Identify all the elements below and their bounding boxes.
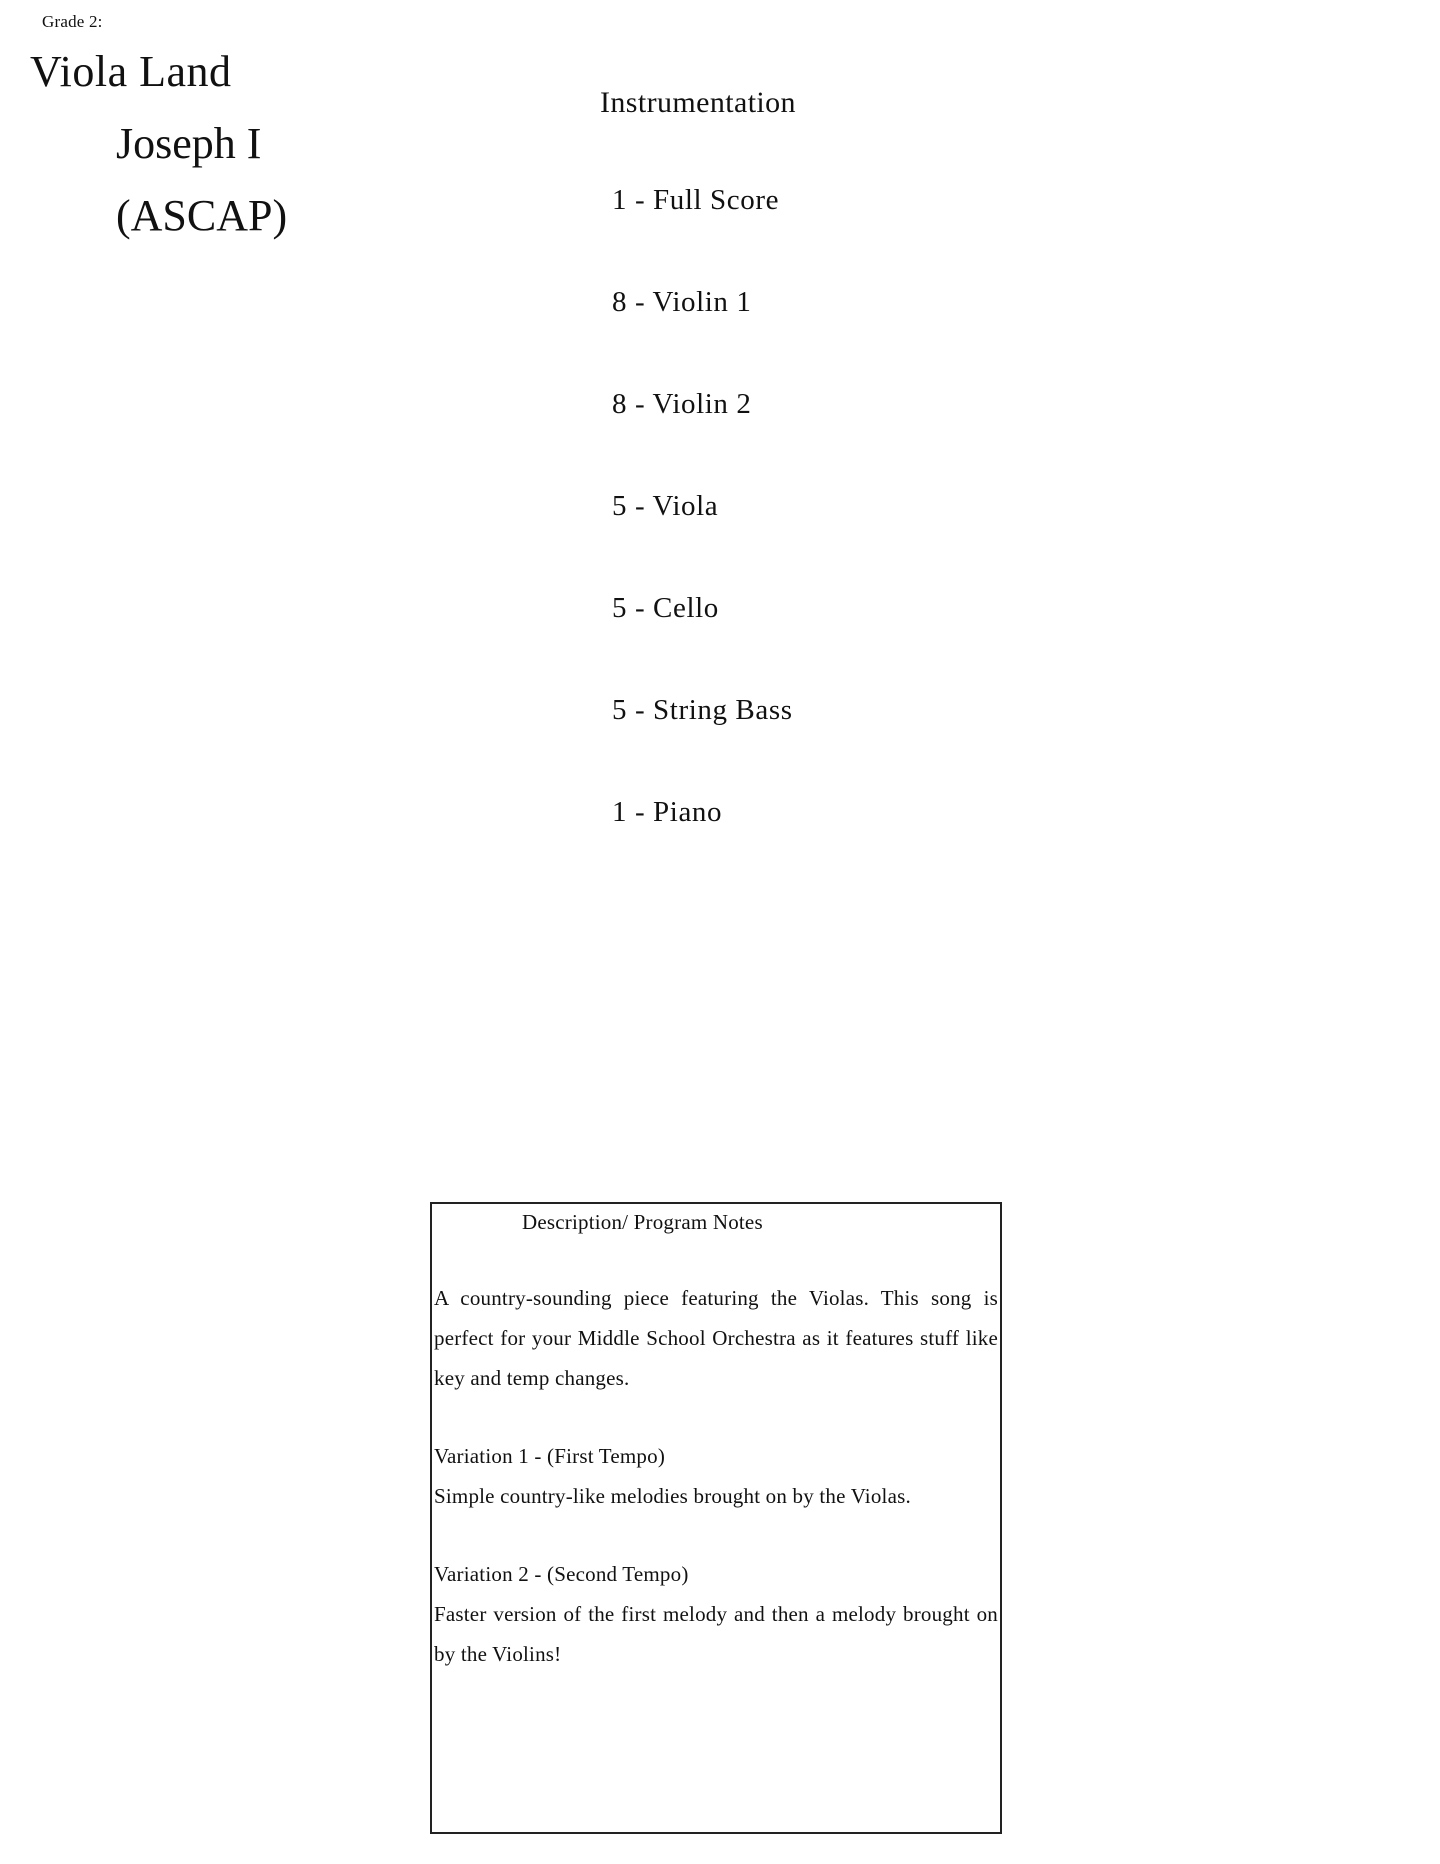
program-notes-box bbox=[430, 1202, 1002, 1834]
grade-label: Grade 2: bbox=[42, 12, 103, 31]
composer-name: Joseph I bbox=[116, 119, 262, 168]
instrumentation-item-full-score: 1 - Full Score bbox=[612, 184, 780, 216]
program-notes-intro: A country-sounding piece featuring the Violas. This song is perfect for your Middle School Orchestra as it features stuff like key and temp changes. bbox=[434, 1286, 998, 1390]
variation-2-text: Faster version of the first melody and then a melody brought on by the Violins! bbox=[434, 1602, 998, 1666]
performing-rights-society: (ASCAP) bbox=[116, 191, 288, 240]
program-notes-heading: Description/ Program Notes bbox=[522, 1210, 763, 1234]
instrumentation-heading: Instrumentation bbox=[600, 86, 796, 119]
instrumentation-item-cello: 5 - Cello bbox=[612, 592, 719, 624]
variation-1-text: Simple country-like melodies brought on by the Violas. bbox=[434, 1484, 911, 1508]
instrumentation-item-piano: 1 - Piano bbox=[612, 796, 723, 828]
instrumentation-item-violin-2: 8 - Violin 2 bbox=[612, 388, 752, 420]
instrumentation-item-viola: 5 - Viola bbox=[612, 490, 719, 522]
variation-2-title: Variation 2 - (Second Tempo) bbox=[434, 1562, 689, 1586]
instrumentation-item-violin-1: 8 - Violin 1 bbox=[612, 286, 752, 318]
piece-title: Viola Land bbox=[30, 47, 232, 96]
instrumentation-list bbox=[612, 184, 793, 898]
instrumentation-item-string-bass: 5 - String Bass bbox=[612, 694, 793, 726]
variation-1-title: Variation 1 - (First Tempo) bbox=[434, 1444, 666, 1468]
